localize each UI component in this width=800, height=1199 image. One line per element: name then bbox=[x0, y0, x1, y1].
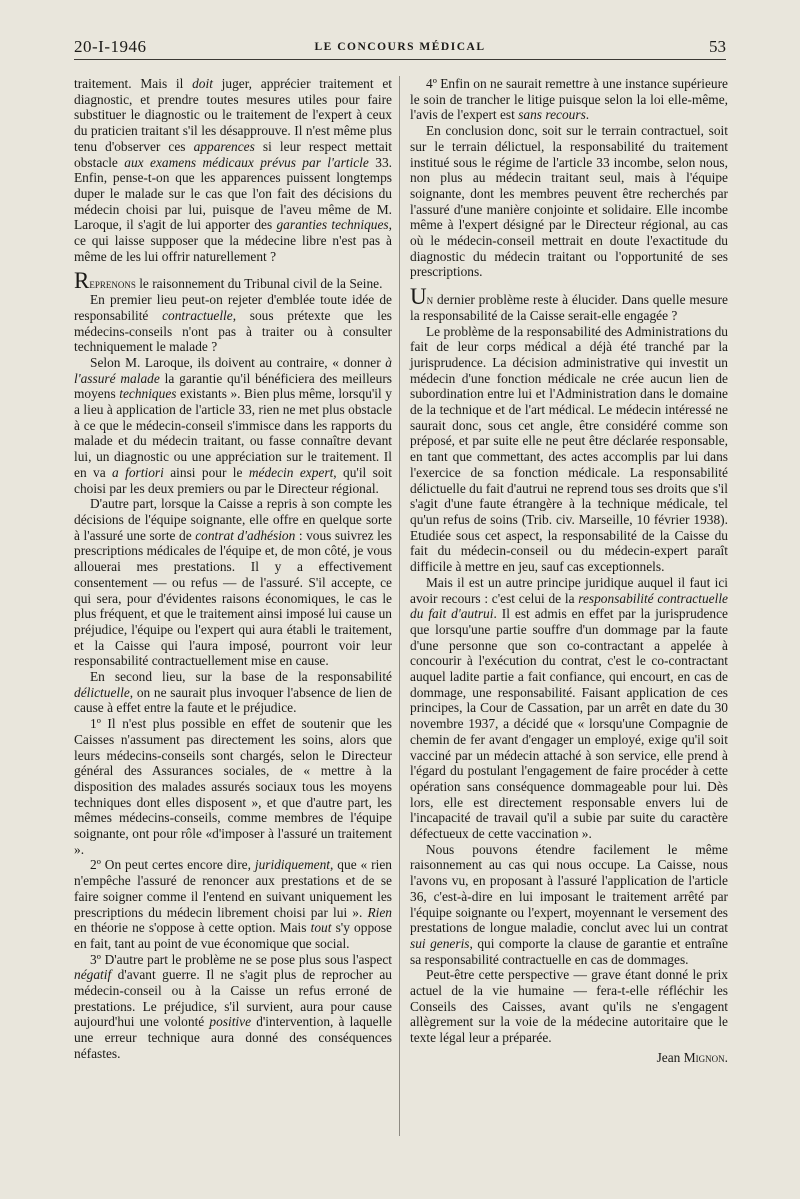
paragraph: En conclusion donc, soit sur le terrain contractuel, soit sur le terrain délictuel, la responsabilité du traitement institué sous le régime de l'article 33 incombe, selon nous, non plus au médecin traitant seul, mais à l'équipe soignante, dont les membres peuvent être recherchés par l'assuré d'une manière conjointe et solidaire. Elle incombe même à l'expert désigné par le Directeur régional, au cas où le médecin-conseil mettrait en doute l'exactitude du diagnostic du médecin traitant ou l'opportunité de ses prescriptions. bbox=[410, 123, 728, 280]
author-signature: Jean Mignon. bbox=[656, 1049, 728, 1065]
journal-title: LE CONCOURS MÉDICAL bbox=[314, 41, 486, 53]
drop-cap: U bbox=[410, 284, 427, 310]
paragraph: 2º On peut certes encore dire, juridiquement, que « rien n'empêche l'assuré de renoncer aux prestations et de se faire soigner comme il l'entend en suivant uniquement les prescriptions du médecin librement choisi par lui ». Rien en théorie ne s'oppose à cette option. Mais tout s'y oppose en fait, tant au point de vue économique que social. bbox=[74, 857, 392, 951]
running-header bbox=[74, 37, 726, 60]
page-number: 53 bbox=[709, 37, 726, 56]
paragraph: Le problème de la responsabilité des Administrations du fait de leur corps médical a déjà été tranché par la jurisprudence. La décision administrative qui investit un médecin d'une fonction médicale ne crée aucun lien de subordination entre lui et l'Administration dans le domaine de la technique et de l'art médical. Le médecin intéressé ne saurait donc, sous cet angle, être considéré comme son préposé, et par suite elle ne peut être déclarée responsable, en tant que commettant, des actes accomplis par lui dans l'exercice de sa fonction médicale. La responsabilité délictuelle du fait d'autrui ne reprend tous ses droits que s'il s'agit d'une faute étrangère à la technique médicale, tel qu'un refus de soins (Trib. civ. Marseille, 10 février 1938). Etudiée sous cet aspect, la responsabilité de la Caisse du fait du médecin-conseil ou du médecin-expert paraît difficile à mettre en jeu, sauf cas exceptionnels. bbox=[410, 323, 728, 575]
paragraph: traitement. Mais il doit juger, apprécier traitement et diagnostic, et prendre toutes mesures utiles pour faire substituer le diagnostic ou le traitement de l'expert à ceux du praticien traitant s'il les désapprouve. Il n'est même plus tenu d'observer ces apparences si leur respect mettait obstacle aux examens médicaux prévus par l'article 33. Enfin, pense-t-on que les apparences puissent longtemps duper le malade sur le cas que l'on fait des décisions du médecin choisi par lui, puisque de l'aveu même de M. Laroque, il s'agit de lui apporter des garanties techniques, ce qui laisse supposer que la médecine libre n'est pas à même de les lui offrir naturellement ? bbox=[74, 76, 393, 264]
paragraph: Selon M. Laroque, ils doivent au contraire, « donner à l'assuré malade la garantie qu'il bénéficiera des meilleurs moyens techniques existants ». Bien plus même, lorsqu'il y a lieu à application de l'article 33, rien ne met plus obstacle à ce que le médecin-conseil s'immisce dans les rapports du malade et du médecin traitant, ou fasse connaître devant lui, un diagnostic ou une appréciation sur le traitement. Il en va a fortiori ainsi pour le médecin expert, qu'il soit choisi par les deux premiers ou par le Directeur régional. bbox=[74, 354, 392, 496]
right-column bbox=[410, 76, 728, 1066]
paragraph: 4º Enfin on ne saurait remettre à une instance supérieure le soin de trancher le litige puisque selon la loi elle-même, l'avis de l'expert est sans recours. bbox=[410, 76, 728, 123]
paragraph: En premier lieu peut-on rejeter d'emblée toute idée de responsabilité contractuelle, sous prétexte que les médecins-conseils n'ont pas à traiter ou à consulter techniquement le malade ? bbox=[74, 292, 392, 355]
paragraph: 1º Il n'est plus possible en effet de soutenir que les Caisses n'assument pas directement les soins, alors que leurs médecins-conseils sont chargés, selon le Directeur général des Assurances sociales, de « mettre à la disposition des malades assurés sociaux tous les moyens techniques dont elles disposent », et que d'autre part, les mêmes médecins-conseils, comme membres de l'équipe soignante, ont pour rôle «d'imposer à l'assuré un traitement ». bbox=[74, 716, 392, 857]
paragraph: Nous pouvons étendre facilement le même raisonnement au cas qui nous occupe. La Caisse, nous l'avons vu, en proposant à l'assuré l'application de l'article 36, c'est-à-dire en lui imposant le traitement arrêté par l'équipe soignante ou l'expert, moyennant le versement des prestations de longue maladie, conclut avec lui un contrat sui generis, qui comporte la clause de garantie et entraîne sa responsabilité contractuelle en cas de dommages. bbox=[410, 841, 728, 967]
paragraph: En second lieu, sur la base de la responsabilité délictuelle, on ne saurait plus invoquer l'absence de lien de cause à effet entre la faute et le préjudice. bbox=[74, 669, 392, 716]
left-column bbox=[74, 76, 392, 1062]
section-opening-paragraph: Un dernier problème reste à élucider. Dans quelle mesure la responsabilité de la Caisse serait-elle engagée ? bbox=[410, 284, 728, 323]
paragraph: 3º D'autre part le problème ne se pose plus sous l'aspect négatif d'avant guerre. Il ne s'agit plus de reprocher au médecin-conseil ou à la Caisse un refus erroné de prestations. Le préjudice, s'il survient, aura pour cause aujourd'hui une volonté positive d'intervention, à laquelle une erreur technique aura donné des conséquences néfastes. bbox=[74, 951, 392, 1061]
section-opening-paragraph: Reprenons le raisonnement du Tribunal civil de la Seine. bbox=[74, 268, 383, 294]
paragraph: D'autre part, lorsque la Caisse a repris à son compte les décisions de l'équipe soignante, elle offre en quelque sorte à l'assuré une sorte de contrat d'adhésion : vous suivrez les prescriptions médicales de l'équipe et, de mon côté, je vous allouerai mes prestations. Il y a effectivement consentement — ou refus — de l'assuré. S'il accepte, ce qui sera, pour d'évidentes raisons économiques, le cas le plus fréquent, et que le traitement ainsi imposé lui cause un préjudice, l'équipe ou l'expert qui aura établi le traitement, et la Caisse qui l'aura imposé, pourront voir leur responsabilité contractuellement mise en cause. bbox=[74, 496, 392, 669]
paragraph: Mais il est un autre principe juridique auquel il faut ici avoir recours : c'est celui de la responsabilité contractuelle du fait d'autrui. Il est admis en effet par la jurisprudence que lorsqu'une partie souffre d'un dommage par la faute d'une personne que son co-contractant a appelée à concourir à l'exécution du contrat, c'est le co-contractant auquel ladite partie a fait confiance, qui encourt, en cas de dommage, une responsabilité. Faisant application de ces principes, la Cour de Cassation, par un arrêt en date du 30 novembre 1937, a décidé que « lorsqu'une Compagnie de chemin de fer avant d'engager un employé, exige qu'il soit vacciné par un médecin attaché à son service, elle prend à l'égard du postulant l'engagement de faire procéder à cette opération sans conséquence dommageable pour lui. Dès lors, elle est directement responsable envers lui de l'incapacité de travail qu'il a subie par suite du caractère défectueux de cette vaccination ». bbox=[410, 574, 728, 842]
drop-cap: R bbox=[74, 268, 90, 294]
issue-date: 20-I-1946 bbox=[74, 37, 147, 56]
paragraph: Peut-être cette perspective — grave étant donné le prix actuel de la vie humaine — fera-t-elle réfléchir les Conseils des Caisses, avant qu'ils ne s'engagent allègrement sur la voie de la médecine autoritaire que le texte légal leur a préparée. bbox=[410, 967, 728, 1046]
column-divider bbox=[399, 76, 400, 1136]
